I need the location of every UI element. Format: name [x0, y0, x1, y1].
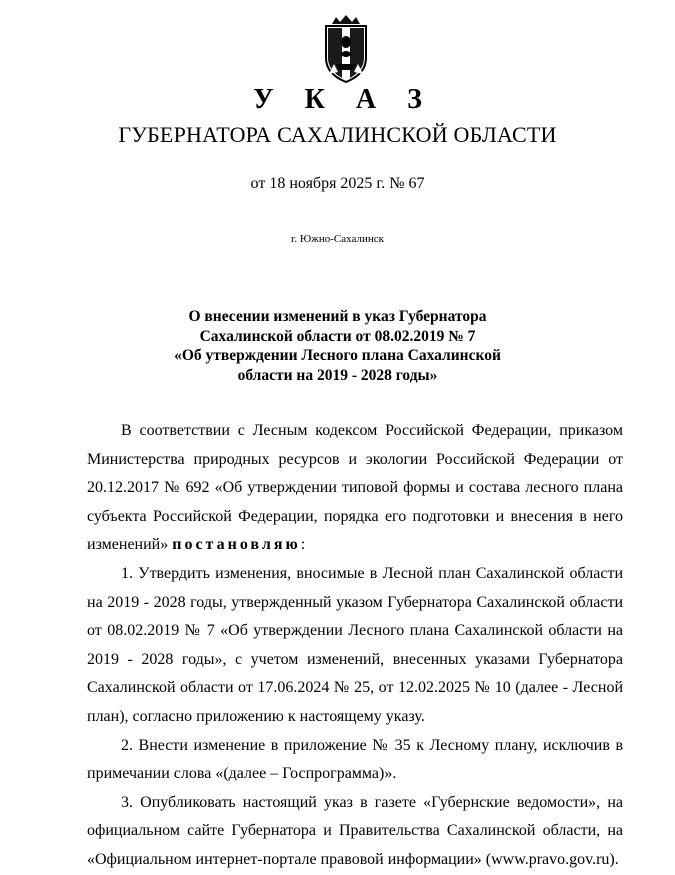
item-2-paragraph: 2. Внести изменение в приложение № 35 к Лесному плану, исключив в примечании слова «(далее – Госпрограмма)».	[87, 736, 623, 783]
subject-line: области на 2019 - 2028 годы»	[237, 366, 438, 384]
decree-subject	[0, 307, 675, 385]
sakhalin-coat-of-arms-icon	[318, 14, 374, 84]
item-3-paragraph: 3. Опубликовать настоящий указ в газете «Губернские ведомости», на официальном сайте Губернатора и Правительства Сахалинской области, на «Официальном интернет-портале правовой информации» (www.pravo.gov.ru).	[87, 793, 623, 868]
resolve-colon: :	[300, 536, 306, 554]
decree-body	[87, 417, 623, 875]
city-line: г. Южно-Сахалинск	[291, 233, 384, 245]
preamble-text: В соответствии с Лесным кодексом Российской Федерации, приказом Министерства природных ресурсов и экологии Российской Федерации от 20.12.2017 № 692 «Об утверждении типовой формы и состава лесного плана субъекта Российской Федерации, порядка его подготовки и внесения в него изменений»	[87, 422, 623, 554]
subject-line: Сахалинской области от 08.02.2019 № 7	[199, 327, 476, 345]
subject-line: «Об утверждении Лесного плана Сахалинской	[174, 347, 501, 364]
decree-title: У К А З	[253, 84, 434, 115]
issuer-line: ГУБЕРНАТОРА САХАЛИНСКОЙ ОБЛАСТИ	[118, 122, 557, 147]
subject-line: О внесении изменений в указ Губернатора	[188, 308, 487, 325]
item-1-paragraph: 1. Утвердить изменения, вносимые в Лесной план Сахалинской области на 2019 - 2028 годы, утвержденный указом Губернатора Сахалинской области от 08.02.2019 № 7 «Об утверждении Лесного плана Сахалинской области на 2019 - 2028 годы», с учетом изменений, внесенных указами Губернатора Сахалинской области от 17.06.2024 № 25, от 12.02.2025 № 10 (далее - Лесной план), согласно приложению к настоящему указу.	[87, 564, 623, 725]
resolve-word: постановляю	[172, 536, 301, 554]
date-number-line: от 18 ноября 2025 г. № 67	[250, 175, 425, 192]
preamble-paragraph	[87, 417, 623, 560]
